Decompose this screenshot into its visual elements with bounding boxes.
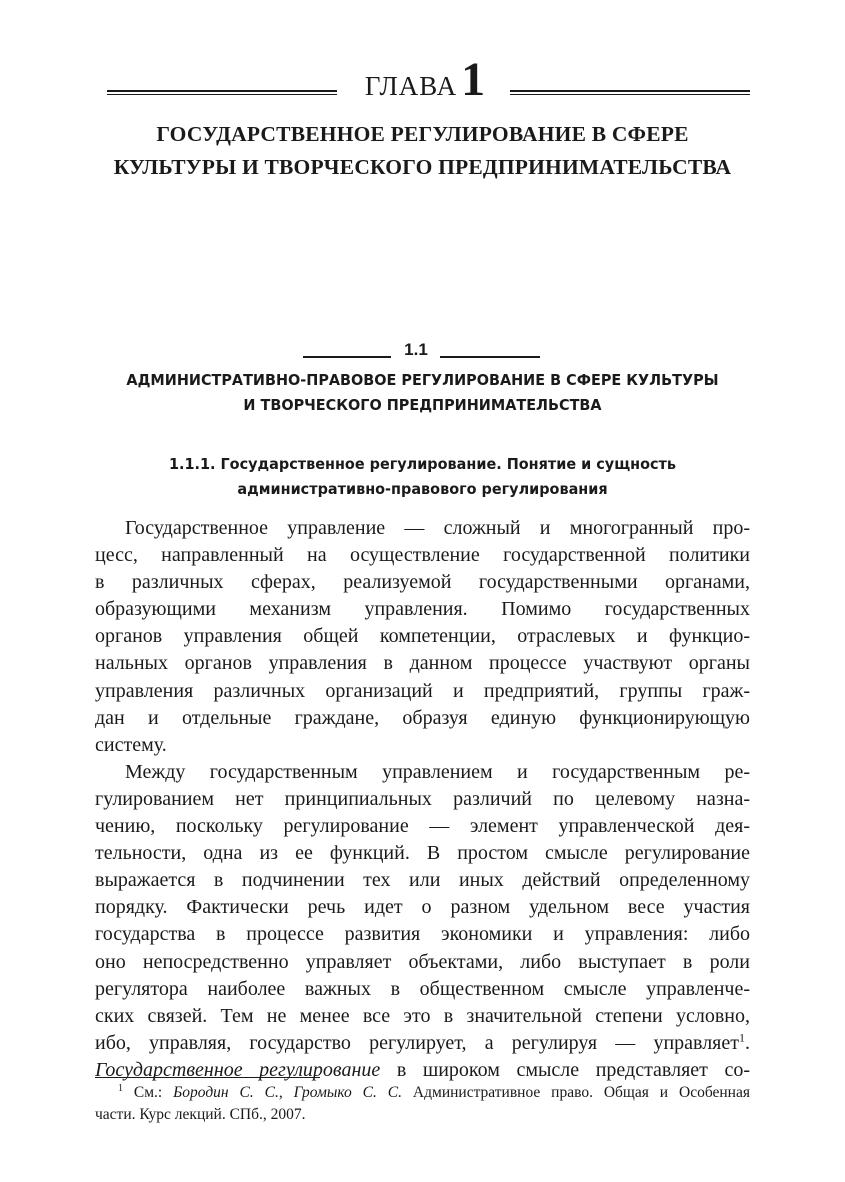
section-number-row [95, 340, 750, 362]
text-line: Между государственным управлением и государственным ре- [125, 760, 750, 783]
footnote-mark: 1 [118, 1082, 123, 1094]
footnote-rule [95, 1077, 320, 1078]
footnote-prefix: См.: [123, 1084, 174, 1101]
footnote-reference[interactable]: 1 [739, 1030, 745, 1045]
chapter-number: 1 [461, 53, 486, 106]
text-line: чению, поскольку регулирование — элемент управленческой дея- [95, 815, 750, 838]
section-title-line: И ТВОРЧЕСКОГО ПРЕДПРИНИМАТЕЛЬСТВА [243, 396, 602, 414]
text-line-body: в широком смысле представляет со- [380, 1058, 750, 1081]
text-line [95, 1057, 750, 1084]
text-line: ских связей. Тем не менее все это в значительной степени условно, [95, 1004, 750, 1027]
text-line: выражается в подчинении тех или иных действий определенному [95, 869, 750, 892]
text-line: порядку. Фактически речь идет о разном удельном весе участия [95, 896, 750, 919]
subsection-title-line: административно-правового регулирования [237, 480, 608, 498]
text-line: тельности, одна из ее функций. В простом смысле регулирование [95, 842, 750, 865]
chapter-label [350, 52, 500, 107]
footnote-line [95, 1082, 750, 1104]
text-line: образующими механизм управления. Помимо государственных [95, 598, 750, 621]
text-line: Государственное управление — сложный и многогранный про- [125, 517, 750, 539]
body-text [95, 515, 750, 1084]
footnote-authors: Бородин С. С., Громыко С. С. [173, 1084, 403, 1101]
chapter-rule-right [510, 90, 750, 95]
chapter-title-line: КУЛЬТУРЫ И ТВОРЧЕСКОГО ПРЕДПРИНИМАТЕЛЬСТВА [113, 155, 732, 179]
paragraph [95, 515, 750, 759]
text-line-body: ибо, управляя, государство регулирует, а регулируя — управляет [95, 1031, 739, 1054]
footnote [95, 1082, 750, 1126]
chapter-word: ГЛАВА [364, 71, 458, 101]
text-line: органов управления общей компетенции, отраслевых и функцио- [95, 625, 750, 648]
text-line: нальных органов управления в данном процессе участвуют органы [95, 652, 750, 675]
text-line: дан и отдельные граждане, образуя единую функционирующую [95, 706, 750, 729]
text-line: оно непосредственно управляет объектами, либо выступает в роли [95, 950, 750, 973]
text-line: регулятора наиболее важных в общественном смысле управленче- [95, 977, 750, 1000]
section-title-line: АДМИНИСТРАТИВНО-ПРАВОВОЕ РЕГУЛИРОВАНИЕ В СФЕРЕ КУЛЬТУРЫ [126, 371, 719, 389]
footnote-text: Административное право. Общая и Особенная [402, 1084, 750, 1101]
text-line [95, 1030, 750, 1057]
chapter-rule-left [107, 90, 337, 95]
text-line: цесс, направленный на осуществление государственной политики [95, 544, 750, 567]
chapter-heading [95, 52, 750, 106]
section-title [118, 368, 727, 418]
chapter-title-line: ГОСУДАРСТВЕННОЕ РЕГУЛИРОВАНИЕ В СФЕРЕ [156, 122, 689, 146]
text-line: систему. [95, 733, 167, 756]
text-line: управления различных организаций и предприятий, группы граж- [95, 679, 750, 702]
italic-term: Государственное регулирование [95, 1058, 381, 1081]
chapter-title [95, 118, 750, 184]
section-rule-right [440, 356, 540, 358]
footnote-line: части. Курс лекций. СПб., 2007. [95, 1106, 306, 1123]
text-line: государства в процессе развития экономики и управления: либо [95, 923, 750, 946]
section-number: 1.1 [404, 340, 428, 359]
subsection-title [118, 452, 727, 502]
section-rule-left [303, 356, 391, 358]
text-line-end: . [745, 1031, 750, 1054]
text-line: в различных сферах, реализуемой государственными органами, [95, 571, 750, 594]
text-line: гулированием нет принципиальных различий по целевому назна- [95, 787, 750, 810]
paragraph [95, 759, 750, 1084]
subsection-title-line: 1.1.1. Государственное регулирование. Понятие и сущность [168, 455, 677, 473]
